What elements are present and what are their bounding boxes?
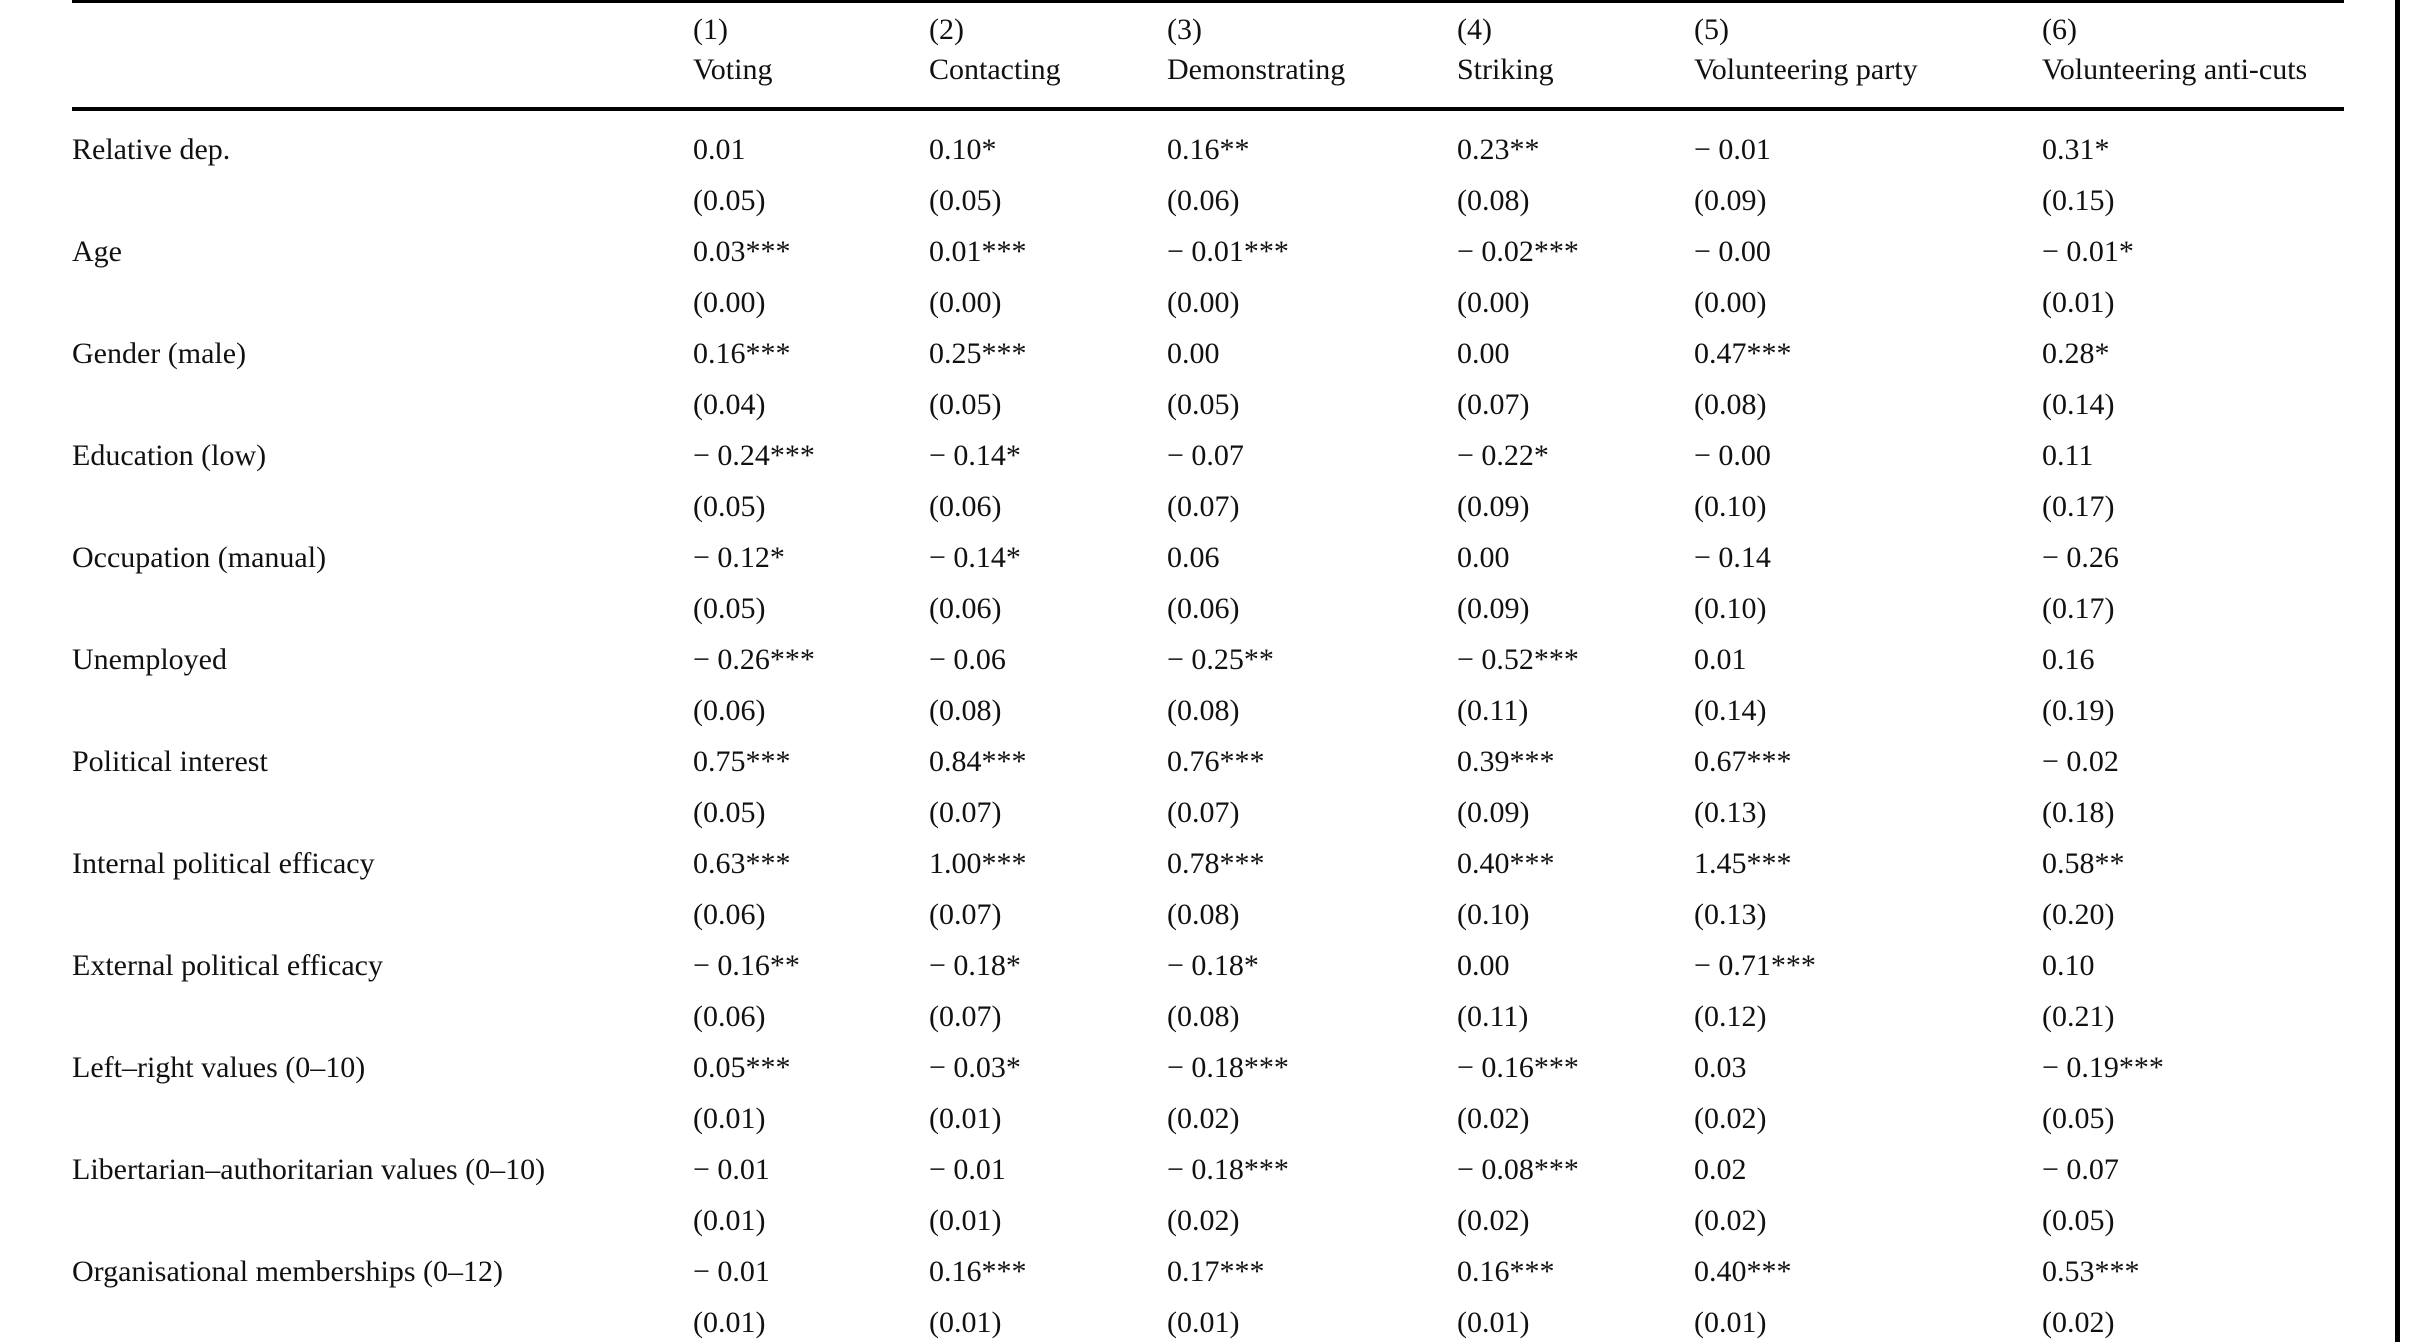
standard-error-cell: (0.08) [929, 694, 1002, 727]
table-top-rule [72, 0, 2344, 3]
standard-error-cell: (0.05) [2042, 1102, 2115, 1135]
coefficient-cell: − 0.02 [2042, 745, 2119, 778]
coefficient-cell: − 0.16** [693, 949, 800, 982]
standard-error-cell: (0.10) [1457, 898, 1530, 931]
coefficient-cell: 0.10 [2042, 949, 2095, 982]
row-label: Occupation (manual) [72, 541, 327, 574]
coefficient-cell: − 0.01*** [1167, 235, 1289, 268]
standard-error-cell: (0.11) [1457, 694, 1529, 727]
row-label: Age [72, 235, 122, 268]
coefficient-cell: 0.05*** [693, 1051, 791, 1084]
standard-error-cell: (0.07) [929, 796, 1002, 829]
row-label: Gender (male) [72, 337, 247, 370]
standard-error-cell: (0.06) [693, 1000, 766, 1033]
standard-error-cell: (0.08) [1457, 184, 1530, 217]
standard-error-cell: (0.08) [1694, 388, 1767, 421]
standard-error-cell: (0.05) [693, 490, 766, 523]
column-header: Demonstrating [1167, 53, 1346, 86]
coefficient-cell: − 0.71*** [1694, 949, 1816, 982]
standard-error-cell: (0.08) [1167, 1000, 1240, 1033]
standard-error-cell: (0.02) [1167, 1102, 1240, 1135]
coefficient-cell: 0.76*** [1167, 745, 1265, 778]
standard-error-cell: (0.06) [929, 592, 1002, 625]
coefficient-cell: − 0.01 [693, 1153, 770, 1186]
coefficient-cell: 0.58** [2042, 847, 2125, 880]
column-number: (3) [1167, 13, 1202, 46]
coefficient-cell: − 0.02*** [1457, 235, 1579, 268]
standard-error-cell: (0.08) [1167, 898, 1240, 931]
coefficient-cell: 0.03 [1694, 1051, 1747, 1084]
standard-error-cell: (0.05) [693, 184, 766, 217]
coefficient-cell: − 0.06 [929, 643, 1006, 676]
coefficient-cell: − 0.18* [1167, 949, 1259, 982]
coefficient-cell: 0.03*** [693, 235, 791, 268]
coefficient-cell: − 0.01 [693, 1255, 770, 1288]
coefficient-cell: 0.00 [1167, 337, 1220, 370]
standard-error-cell: (0.09) [1457, 490, 1530, 523]
row-label: External political efficacy [72, 949, 383, 982]
coefficient-cell: − 0.08*** [1457, 1153, 1579, 1186]
standard-error-cell: (0.07) [1167, 796, 1240, 829]
coefficient-cell: 0.01 [1694, 643, 1747, 676]
column-number: (6) [2042, 13, 2077, 46]
coefficient-cell: − 0.01 [1694, 133, 1771, 166]
coefficient-cell: − 0.16*** [1457, 1051, 1579, 1084]
coefficient-cell: − 0.14* [929, 439, 1021, 472]
column-header: Volunteering anti-cuts [2042, 53, 2308, 86]
coefficient-cell: − 0.52*** [1457, 643, 1579, 676]
coefficient-cell: 0.06 [1167, 541, 1220, 574]
standard-error-cell: (0.00) [693, 286, 766, 319]
coefficient-cell: − 0.18*** [1167, 1051, 1289, 1084]
standard-error-cell: (0.05) [1167, 388, 1240, 421]
standard-error-cell: (0.05) [929, 388, 1002, 421]
standard-error-cell: (0.01) [929, 1306, 1002, 1339]
coefficient-cell: − 0.14* [929, 541, 1021, 574]
row-label: Internal political efficacy [72, 847, 375, 880]
column-number: (2) [929, 13, 964, 46]
coefficient-cell: 0.01*** [929, 235, 1027, 268]
coefficient-cell: 0.63*** [693, 847, 791, 880]
column-number: (5) [1694, 13, 1729, 46]
standard-error-cell: (0.01) [693, 1306, 766, 1339]
standard-error-cell: (0.05) [693, 796, 766, 829]
row-label: Political interest [72, 745, 268, 778]
standard-error-cell: (0.01) [929, 1204, 1002, 1237]
table-header-rule [72, 107, 2344, 111]
coefficient-cell: 0.00 [1457, 337, 1510, 370]
coefficient-cell: − 0.18*** [1167, 1153, 1289, 1186]
coefficient-cell: − 0.12* [693, 541, 785, 574]
coefficient-cell: 0.16*** [929, 1255, 1027, 1288]
standard-error-cell: (0.05) [929, 184, 1002, 217]
coefficient-cell: − 0.01 [929, 1153, 1006, 1186]
coefficient-cell: 0.40*** [1694, 1255, 1792, 1288]
coefficient-cell: 0.40*** [1457, 847, 1555, 880]
standard-error-cell: (0.01) [929, 1102, 1002, 1135]
coefficient-cell: 0.00 [1457, 541, 1510, 574]
page-margin-line [2395, 0, 2400, 1342]
standard-error-cell: (0.20) [2042, 898, 2115, 931]
standard-error-cell: (0.00) [929, 286, 1002, 319]
coefficient-cell: 0.39*** [1457, 745, 1555, 778]
standard-error-cell: (0.01) [1694, 1306, 1767, 1339]
coefficient-cell: − 0.00 [1694, 439, 1771, 472]
standard-error-cell: (0.08) [1167, 694, 1240, 727]
standard-error-cell: (0.01) [1167, 1306, 1240, 1339]
standard-error-cell: (0.13) [1694, 898, 1767, 931]
coefficient-cell: − 0.18* [929, 949, 1021, 982]
standard-error-cell: (0.10) [1694, 490, 1767, 523]
row-label: Left–right values (0–10) [72, 1051, 366, 1084]
standard-error-cell: (0.14) [2042, 388, 2115, 421]
coefficient-cell: 0.16*** [1457, 1255, 1555, 1288]
standard-error-cell: (0.05) [2042, 1204, 2115, 1237]
standard-error-cell: (0.06) [1167, 592, 1240, 625]
coefficient-cell: 0.31* [2042, 133, 2110, 166]
coefficient-cell: 0.16*** [693, 337, 791, 370]
standard-error-cell: (0.07) [929, 898, 1002, 931]
standard-error-cell: (0.09) [1694, 184, 1767, 217]
standard-error-cell: (0.02) [1457, 1102, 1530, 1135]
standard-error-cell: (0.15) [2042, 184, 2115, 217]
column-number: (1) [693, 13, 728, 46]
standard-error-cell: (0.02) [1457, 1204, 1530, 1237]
coefficient-cell: − 0.19*** [2042, 1051, 2164, 1084]
standard-error-cell: (0.02) [1167, 1204, 1240, 1237]
coefficient-cell: 0.28* [2042, 337, 2110, 370]
standard-error-cell: (0.10) [1694, 592, 1767, 625]
row-label: Education (low) [72, 439, 267, 472]
coefficient-cell: 0.10* [929, 133, 997, 166]
row-label: Libertarian–authoritarian values (0–10) [72, 1153, 546, 1186]
row-label: Relative dep. [72, 133, 231, 166]
standard-error-cell: (0.07) [1167, 490, 1240, 523]
coefficient-cell: 0.02 [1694, 1153, 1747, 1186]
coefficient-cell: 0.23** [1457, 133, 1540, 166]
standard-error-cell: (0.00) [1457, 286, 1530, 319]
coefficient-cell: 0.16 [2042, 643, 2095, 676]
standard-error-cell: (0.13) [1694, 796, 1767, 829]
coefficient-cell: − 0.24*** [693, 439, 815, 472]
coefficient-cell: 0.75*** [693, 745, 791, 778]
coefficient-cell: 1.00*** [929, 847, 1027, 880]
coefficient-cell: − 0.26 [2042, 541, 2119, 574]
standard-error-cell: (0.21) [2042, 1000, 2115, 1033]
coefficient-cell: 0.25*** [929, 337, 1027, 370]
coefficient-cell: 0.16** [1167, 133, 1250, 166]
coefficient-cell: 1.45*** [1694, 847, 1792, 880]
coefficient-cell: 0.11 [2042, 439, 2094, 472]
standard-error-cell: (0.00) [1694, 286, 1767, 319]
standard-error-cell: (0.18) [2042, 796, 2115, 829]
standard-error-cell: (0.19) [2042, 694, 2115, 727]
standard-error-cell: (0.06) [693, 898, 766, 931]
coefficient-cell: − 0.00 [1694, 235, 1771, 268]
standard-error-cell: (0.02) [1694, 1102, 1767, 1135]
coefficient-cell: − 0.22* [1457, 439, 1549, 472]
coefficient-cell: − 0.01* [2042, 235, 2134, 268]
coefficient-cell: − 0.26*** [693, 643, 815, 676]
coefficient-cell: 0.53*** [2042, 1255, 2140, 1288]
column-header: Striking [1457, 53, 1554, 86]
standard-error-cell: (0.02) [1694, 1204, 1767, 1237]
standard-error-cell: (0.01) [693, 1204, 766, 1237]
standard-error-cell: (0.11) [1457, 1000, 1529, 1033]
standard-error-cell: (0.07) [1457, 388, 1530, 421]
row-label: Unemployed [72, 643, 227, 676]
standard-error-cell: (0.17) [2042, 490, 2115, 523]
standard-error-cell: (0.14) [1694, 694, 1767, 727]
standard-error-cell: (0.06) [693, 694, 766, 727]
standard-error-cell: (0.06) [1167, 184, 1240, 217]
coefficient-cell: − 0.25** [1167, 643, 1274, 676]
standard-error-cell: (0.04) [693, 388, 766, 421]
coefficient-cell: 0.84*** [929, 745, 1027, 778]
standard-error-cell: (0.02) [2042, 1306, 2115, 1339]
coefficient-cell: 0.67*** [1694, 745, 1792, 778]
coefficient-cell: − 0.07 [2042, 1153, 2119, 1186]
coefficient-cell: − 0.03* [929, 1051, 1021, 1084]
coefficient-cell: 0.01 [693, 133, 746, 166]
column-header: Volunteering party [1694, 53, 1918, 86]
standard-error-cell: (0.01) [1457, 1306, 1530, 1339]
standard-error-cell: (0.09) [1457, 796, 1530, 829]
coefficient-cell: 0.47*** [1694, 337, 1792, 370]
standard-error-cell: (0.05) [693, 592, 766, 625]
coefficient-cell: 0.78*** [1167, 847, 1265, 880]
standard-error-cell: (0.01) [2042, 286, 2115, 319]
standard-error-cell: (0.06) [929, 490, 1002, 523]
standard-error-cell: (0.09) [1457, 592, 1530, 625]
row-label: Organisational memberships (0–12) [72, 1255, 504, 1288]
coefficient-cell: − 0.07 [1167, 439, 1244, 472]
coefficient-cell: 0.00 [1457, 949, 1510, 982]
standard-error-cell: (0.17) [2042, 592, 2115, 625]
column-header: Voting [693, 53, 773, 86]
standard-error-cell: (0.12) [1694, 1000, 1767, 1033]
column-number: (4) [1457, 13, 1492, 46]
coefficient-cell: − 0.14 [1694, 541, 1771, 574]
column-header: Contacting [929, 53, 1061, 86]
standard-error-cell: (0.07) [929, 1000, 1002, 1033]
standard-error-cell: (0.01) [693, 1102, 766, 1135]
coefficient-cell: 0.17*** [1167, 1255, 1265, 1288]
standard-error-cell: (0.00) [1167, 286, 1240, 319]
